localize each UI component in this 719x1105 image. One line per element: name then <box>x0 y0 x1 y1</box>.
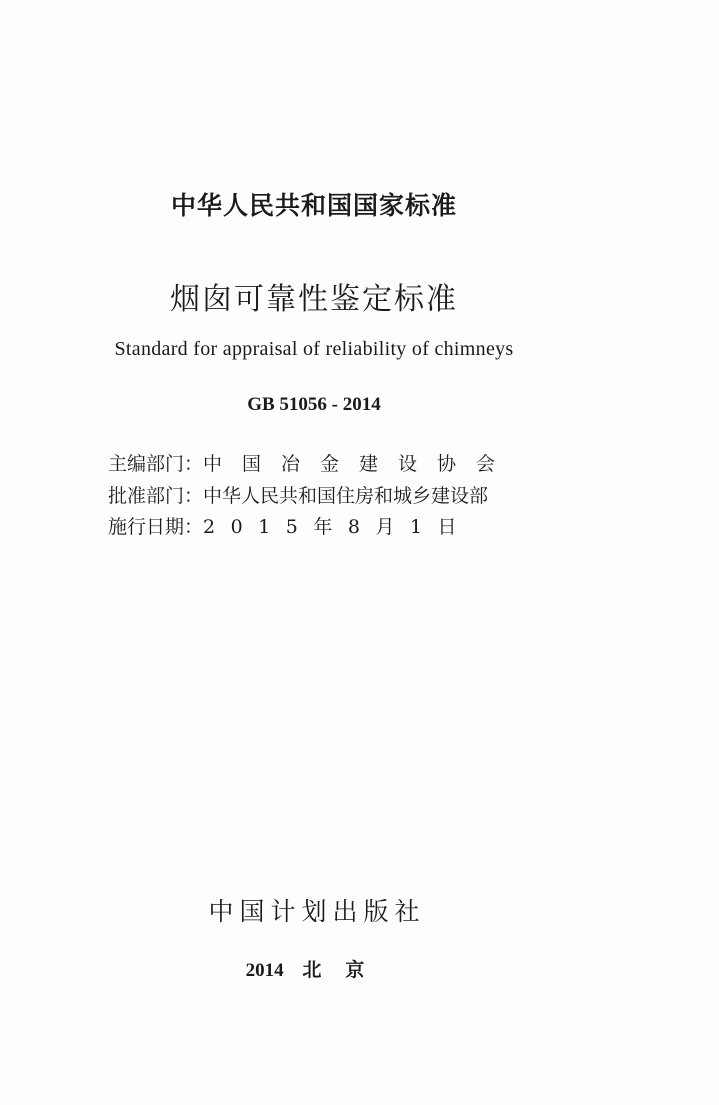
publisher-name: 中国计划出版社 <box>208 897 426 926</box>
editor-department-label: 主编部门： <box>108 453 204 475</box>
national-standard-heading: 中华人民共和国国家标准 <box>170 191 457 220</box>
effective-date-value: 2015年8月1日 <box>203 516 473 538</box>
publication-city: 北京 <box>302 960 389 981</box>
approver-department-label: 批准部门： <box>108 485 204 507</box>
effective-date-row <box>108 512 472 539</box>
editor-department-row <box>108 449 515 476</box>
approver-department-value: 中华人民共和国住房和城乡建设部 <box>203 485 489 507</box>
approver-department-row <box>108 481 488 508</box>
effective-date-label: 施行日期： <box>108 516 204 538</box>
standard-title-chinese: 烟囱可靠性鉴定标准 <box>170 282 458 317</box>
standard-title-english: Standard for appraisal of reliability of chimneys <box>114 338 514 360</box>
publication-year: 2014 <box>245 960 284 981</box>
imprint <box>0 955 634 982</box>
editor-department-value: 中国冶金建设协会 <box>203 453 516 475</box>
standard-code: GB 51056 - 2014 <box>247 394 381 415</box>
